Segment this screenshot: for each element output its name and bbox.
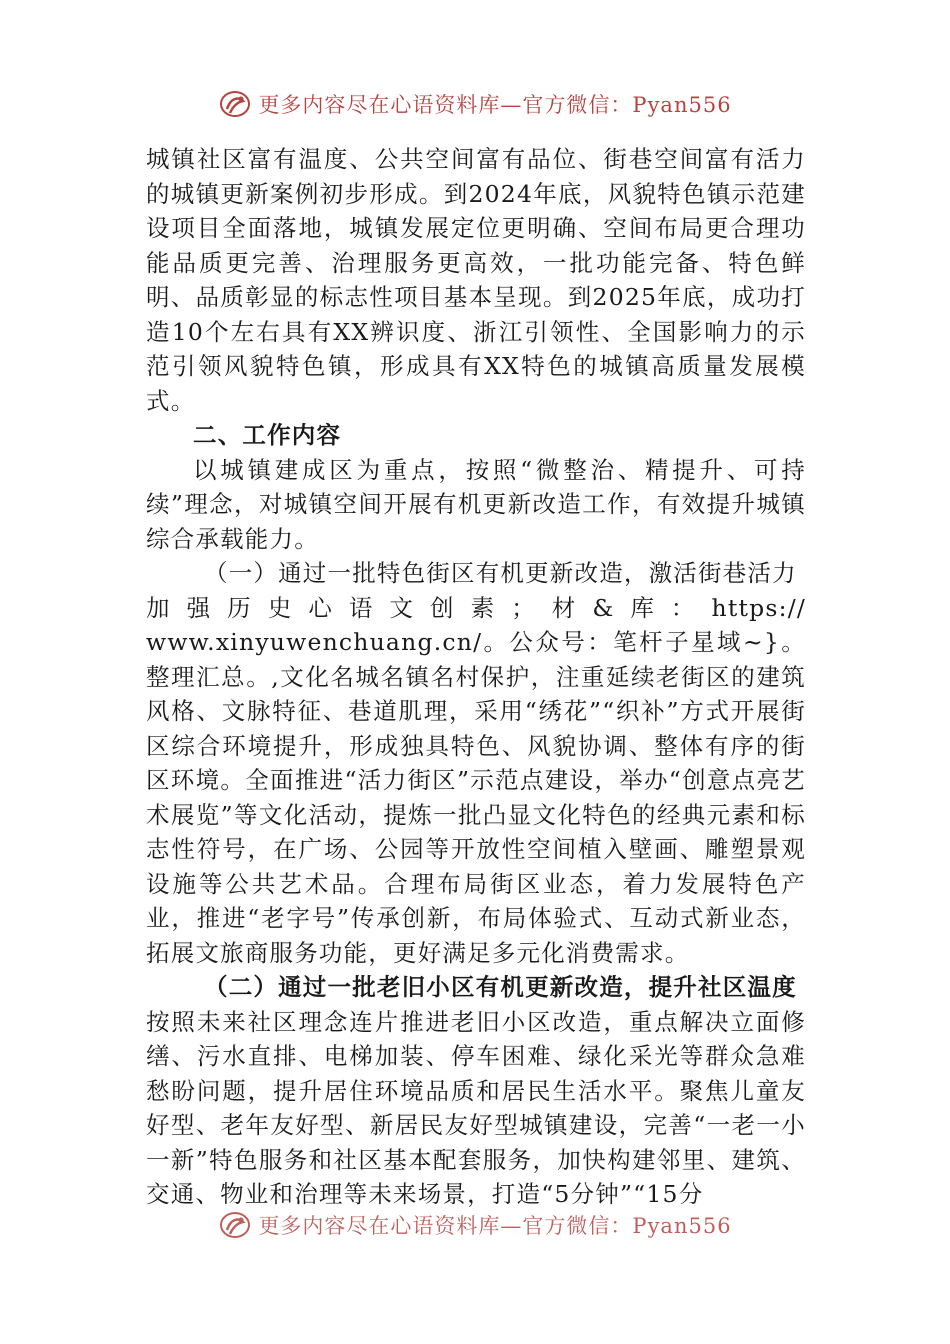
paragraph-intro: 以城镇建成区为重点，按照“微整治、精提升、可持续”理念，对城镇空间开展有机更新改造工作，有效提升城镇综合承载能力。 — [146, 455, 806, 553]
watermark-footer — [0, 1205, 950, 1245]
watermark-text: 更多内容尽在心语资料库—官方微信：Pyan556 — [258, 93, 732, 117]
section-heading: 二、工作内容 — [193, 421, 342, 449]
subheading-two: （二）通过一批老旧小区有机更新改造，提升社区温度 — [204, 973, 797, 1001]
document-body — [146, 142, 806, 1212]
logo-icon — [218, 1210, 252, 1240]
watermark-header — [0, 84, 950, 124]
paragraph-one-body: www.xinyuwenchuang.cn/。公众号：笔杆子星域~}。整理汇总。,文化名城名镇名村保护，注重延续老街区的建筑风格、文脉特征、巷道肌理，采用“绣花”“织补”方式开展街区综合环境提升，形成独具特色、风貌协调、整体有序的街区环境。全面推进“活力街区”示范点建设，举办“创意点亮艺术展览”等文化活动，提炼一批凸显文化特色的经典元素和标志性符号，在广场、公园等开放性空间植入壁画、雕塑景观设施等公共艺术品。合理布局街区业态，着力发展特色产业，推进“老字号”传承创新，布局体验式、互动式新业态，拓展文旅商服务功能，更好满足多元化消费需求。 — [146, 628, 806, 967]
paragraph-goals: 城镇社区富有温度、公共空间富有品位、街巷空间富有活力的城镇更新案例初步形成。到2024年底，风貌特色镇示范建设项目全面落地，城镇发展定位更明确、空间布局更合理功能品质更完善、治理服务更高效，一批功能完备、特色鲜明、品质彰显的标志性项目基本呈现。到2025年底，成功打造10个左右具有XX辨识度、浙江引领性、全国影响力的示范引领风貌特色镇，形成具有XX特色的城镇高质量发展模式。 — [146, 145, 806, 415]
subheading-one: （一）通过一批特色街区有机更新改造，激活街巷活力 — [204, 559, 797, 587]
paragraph-two-body: 按照未来社区理念连片推进老旧小区改造，重点解决立面修缮、污水直排、电梯加装、停车困难、绿化采光等群众急难愁盼问题，提升居住环境品质和居民生活水平。聚焦儿童友好型、老年友好型、新居民友好型城镇建设，完善“一老一小一新”特色服务和社区基本配套服务，加快构建邻里、建筑、交通、物业和治理等未来场景，打造“5分钟”“15分 — [146, 1007, 806, 1208]
watermark-text: 更多内容尽在心语资料库—官方微信：Pyan556 — [258, 1214, 732, 1238]
logo-icon — [218, 89, 252, 119]
paragraph-one-line1: 加强历史心语文创素；材&库：https:// — [146, 593, 806, 622]
